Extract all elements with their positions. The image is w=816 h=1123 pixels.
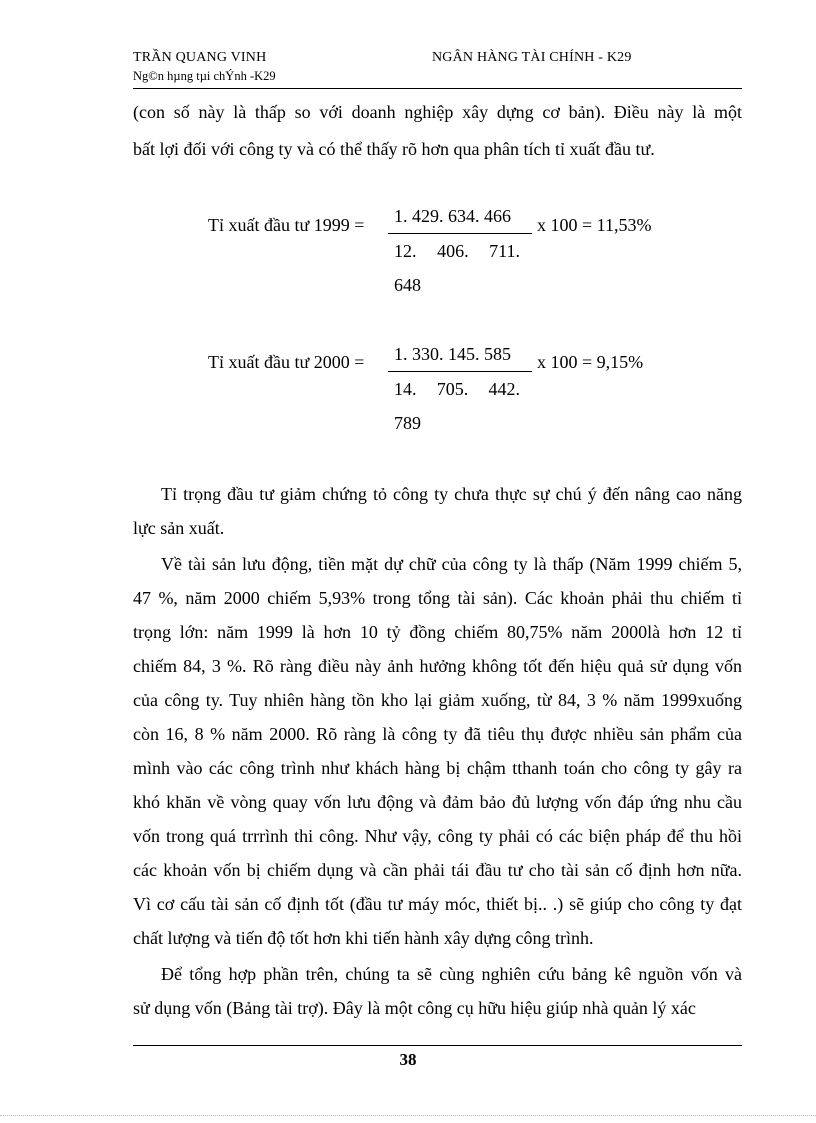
header-program: NGÂN HÀNG TÀI CHÍNH - K29	[432, 50, 632, 65]
paragraph-line: các khoản vốn bị chiếm dụng và cần phải tái đầu tư cho tài sản cố định hơn nữa.	[133, 860, 742, 880]
header-author: TRẦN QUANG VINH	[133, 50, 267, 65]
formula-result: x 100 = 9,15%	[537, 352, 644, 372]
paragraph-line: Vì cơ cấu tài sản cố định tốt (đầu tư máy móc, thiết bị.. .) sẽ giúp cho công ty đạt	[133, 894, 742, 914]
paragraph-line: lực sản xuất.	[133, 518, 225, 538]
paragraph-line: của công ty. Tuy nhiên hàng tồn kho lại giảm xuống, từ 84, 3 % năm 1999xuống	[133, 690, 742, 710]
paragraph-line: Tỉ trọng đầu tư giảm chứng tỏ công ty chưa thực sự chú ý đến nâng cao năng	[161, 484, 742, 504]
paragraph-line: khó khăn về vòng quay vốn lưu động và đảm bảo đủ lượng vốn đáp ứng nhu cầu	[133, 792, 742, 812]
paragraph-line: sử dụng vốn (Bảng tài trợ). Đây là một công cụ hữu hiệu giúp nhà quản lý xác	[133, 998, 696, 1018]
paragraph-line: trọng lớn: năm 1999 là hơn 10 tỷ đồng chiếm 80,75% năm 2000là hơn 12 tỉ	[133, 622, 742, 642]
formula-denominator-cont: 648	[394, 275, 421, 295]
formula-result: x 100 = 11,53%	[537, 215, 652, 235]
formula-label: Tỉ xuất đầu tư 2000 =	[208, 352, 365, 372]
paragraph-line: chiếm 84, 3 %. Rõ ràng điều này ảnh hưởng không tốt đến hiệu quả sử dụng vốn	[133, 656, 742, 676]
header-subtitle: Ng©n hµng tµi chÝnh -K29	[133, 69, 276, 83]
header-rule	[133, 88, 742, 89]
footer-rule	[133, 1045, 742, 1046]
formula-denominator: 12. 406. 711.	[394, 241, 520, 261]
paragraph-line: (con số này là thấp so với doanh nghiệp xây dựng cơ bản). Điều này là một	[133, 102, 742, 122]
fraction-bar	[388, 233, 532, 234]
formula-numerator: 1. 330. 145. 585	[394, 344, 511, 364]
paragraph-line: 47 %, năm 2000 chiếm 5,93% trong tổng tài sản). Các khoản phải thu chiếm tỉ	[133, 588, 742, 608]
formula-numerator: 1. 429. 634. 466	[394, 206, 511, 226]
paragraph-line: vốn trong quá trrrình thi công. Như vậy, công ty phải có các biện pháp để thu hồi	[133, 826, 742, 846]
paragraph-line: bất lợi đối với công ty và có thể thấy rõ hơn qua phân tích tỉ xuất đầu tư.	[133, 139, 655, 159]
paragraph-line: chất lượng và tiến độ tốt hơn khi tiến hành xây dựng công trình.	[133, 928, 594, 948]
paragraph-line: Về tài sản lưu động, tiền mặt dự chữ của công ty là thấp (Năm 1999 chiếm 5,	[161, 554, 742, 574]
formula-denominator-cont: 789	[394, 413, 421, 433]
formula-denominator: 14. 705. 442.	[394, 379, 520, 399]
paragraph-line: Để tổng hợp phần trên, chúng ta sẽ cùng nghiên cứu bảng kê nguồn vốn và	[161, 964, 742, 984]
formula-label: Tỉ xuất đầu tư 1999 =	[208, 215, 365, 235]
paragraph-line: còn 16, 8 % năm 2000. Rõ ràng là công ty đã tiêu thụ được nhiều sản phẩm của	[133, 724, 742, 744]
page-number: 38	[399, 1050, 417, 1069]
fraction-bar	[388, 371, 532, 372]
page-edge-divider	[0, 1115, 816, 1116]
paragraph-line: mình vào các công trình như khách hàng bị chậm tthanh toán cho công ty gây ra	[133, 758, 742, 778]
